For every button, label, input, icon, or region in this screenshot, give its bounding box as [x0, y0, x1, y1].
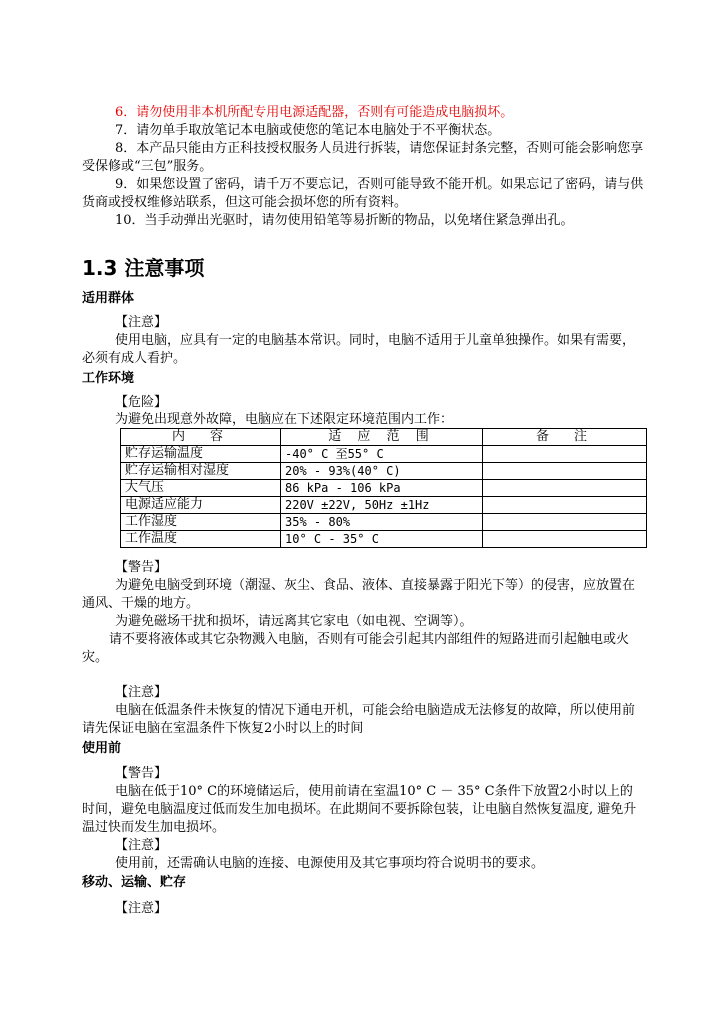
- table-header: 内 容: [121, 429, 281, 446]
- table-cell: 工作温度: [121, 531, 281, 548]
- warning-text-1: 为避免电脑受到环境（潮湿、灰尘、食品、液体、直接暴露于阳光下等）的侵害，应放置在通风、干燥的地方。: [82, 578, 636, 611]
- heading-environment: 工作环境: [82, 371, 135, 386]
- paragraph-item-9: 9．如果您设置了密码，请千万不要忘记，否则可能导致不能开机。如果忘记了密码，请与供货商或授权维修站联系，但这可能会损坏您的所有资料。: [82, 177, 644, 210]
- heading-before-use: 使用前: [82, 741, 122, 756]
- table-cell: 20% - 93%(40° C): [281, 463, 483, 480]
- note-tag-before-use: 【注意】: [115, 838, 168, 853]
- note-text-before-use: 使用前，还需确认电脑的连接、电源使用及其它事项均符合说明书的要求。: [115, 856, 545, 871]
- table-row: [121, 480, 647, 497]
- note-tag-audience: 【注意】: [115, 315, 168, 330]
- table-cell: 86 kPa - 106 kPa: [281, 480, 483, 497]
- warning-tag-before-use: 【警告】: [115, 766, 168, 781]
- table-cell: [483, 463, 647, 480]
- table-row: [121, 531, 647, 548]
- table-header: 适 应 范 围: [281, 429, 483, 446]
- paragraph-item-8: 8．本产品只能由方正科技授权服务人员进行拆装，请您保证封条完整，否则可能会影响您享受保修或“三包”服务。: [82, 141, 644, 174]
- paragraph-item-7: 7．请勿单手取放笔记本电脑或使您的笔记本电脑处于不平衡状态。: [115, 123, 501, 138]
- table-cell: 10° C - 35° C: [281, 531, 483, 548]
- table-header-row: [121, 429, 647, 446]
- danger-tag: 【危险】: [115, 395, 168, 410]
- environment-table: [120, 428, 647, 548]
- table-cell: 贮存运输相对湿度: [121, 463, 281, 480]
- table-cell: [483, 497, 647, 514]
- table-row: [121, 497, 647, 514]
- warning-tag-environment: 【警告】: [115, 560, 168, 575]
- table-cell: -40° C 至55° C: [281, 446, 483, 463]
- table-row: [121, 463, 647, 480]
- warning-text-2: 为避免磁场干扰和损坏，请远离其它家电（如电视、空调等）。: [115, 614, 473, 629]
- note-tag-transport: 【注意】: [115, 901, 168, 916]
- paragraph-item-6: 6．请勿使用非本机所配专用电源适配器，否则有可能造成电脑损坏。: [115, 105, 514, 120]
- table-cell: 电源适应能力: [121, 497, 281, 514]
- table-cell: 工作湿度: [121, 514, 281, 531]
- paragraph-item-10: 10．当手动弹出光驱时，请勿使用铅笔等易折断的物品，以免堵住紧急弹出孔。: [115, 213, 574, 228]
- note-text-environment: 电脑在低温条件未恢复的情况下通电开机，可能会给电脑造成无法修复的故障，所以使用前请先保证电脑在室温条件下恢复2小时以上的时间: [82, 703, 636, 736]
- table-row: [121, 514, 647, 531]
- table-cell: [483, 480, 647, 497]
- table-cell: [483, 531, 647, 548]
- environment-intro: 为避免出现意外故障，电脑应在下述限定环境范围内工作：: [115, 412, 454, 427]
- table-row: [121, 446, 647, 463]
- table-cell: [483, 446, 647, 463]
- table-cell: 贮存运输温度: [121, 446, 281, 463]
- table-cell: 大气压: [121, 480, 281, 497]
- note-tag-environment: 【注意】: [115, 685, 168, 700]
- section-title: 1.3 注意事项: [82, 256, 205, 280]
- table-cell: 220V ±22V, 50Hz ±1Hz: [281, 497, 483, 514]
- table-cell: 35% - 80%: [281, 514, 483, 531]
- heading-audience: 适用群体: [82, 291, 135, 306]
- heading-transport: 移动、运输、贮存: [82, 875, 187, 890]
- audience-text: 使用电脑，应具有一定的电脑基本常识。同时，电脑不适用于儿童单独操作。如果有需要，必须有成人看护。: [82, 333, 636, 366]
- warning-text-before-use: 电脑在低于10° C的环境储运后，使用前请在室温10° C － 35° C条件下放置2小时以上的时间，避免电脑温度过低而发生加电损坏。在此期间不要拆除包装，让电脑自然恢复温度, 避免升温过快而发生加电损坏。: [82, 784, 637, 835]
- warning-text-3: 请不要将液体或其它杂物溅入电脑，否则有可能会引起其内部组件的短路进而引起触电或火灾。: [82, 632, 630, 665]
- table-header: 备 注: [483, 429, 647, 446]
- table-cell: [483, 514, 647, 531]
